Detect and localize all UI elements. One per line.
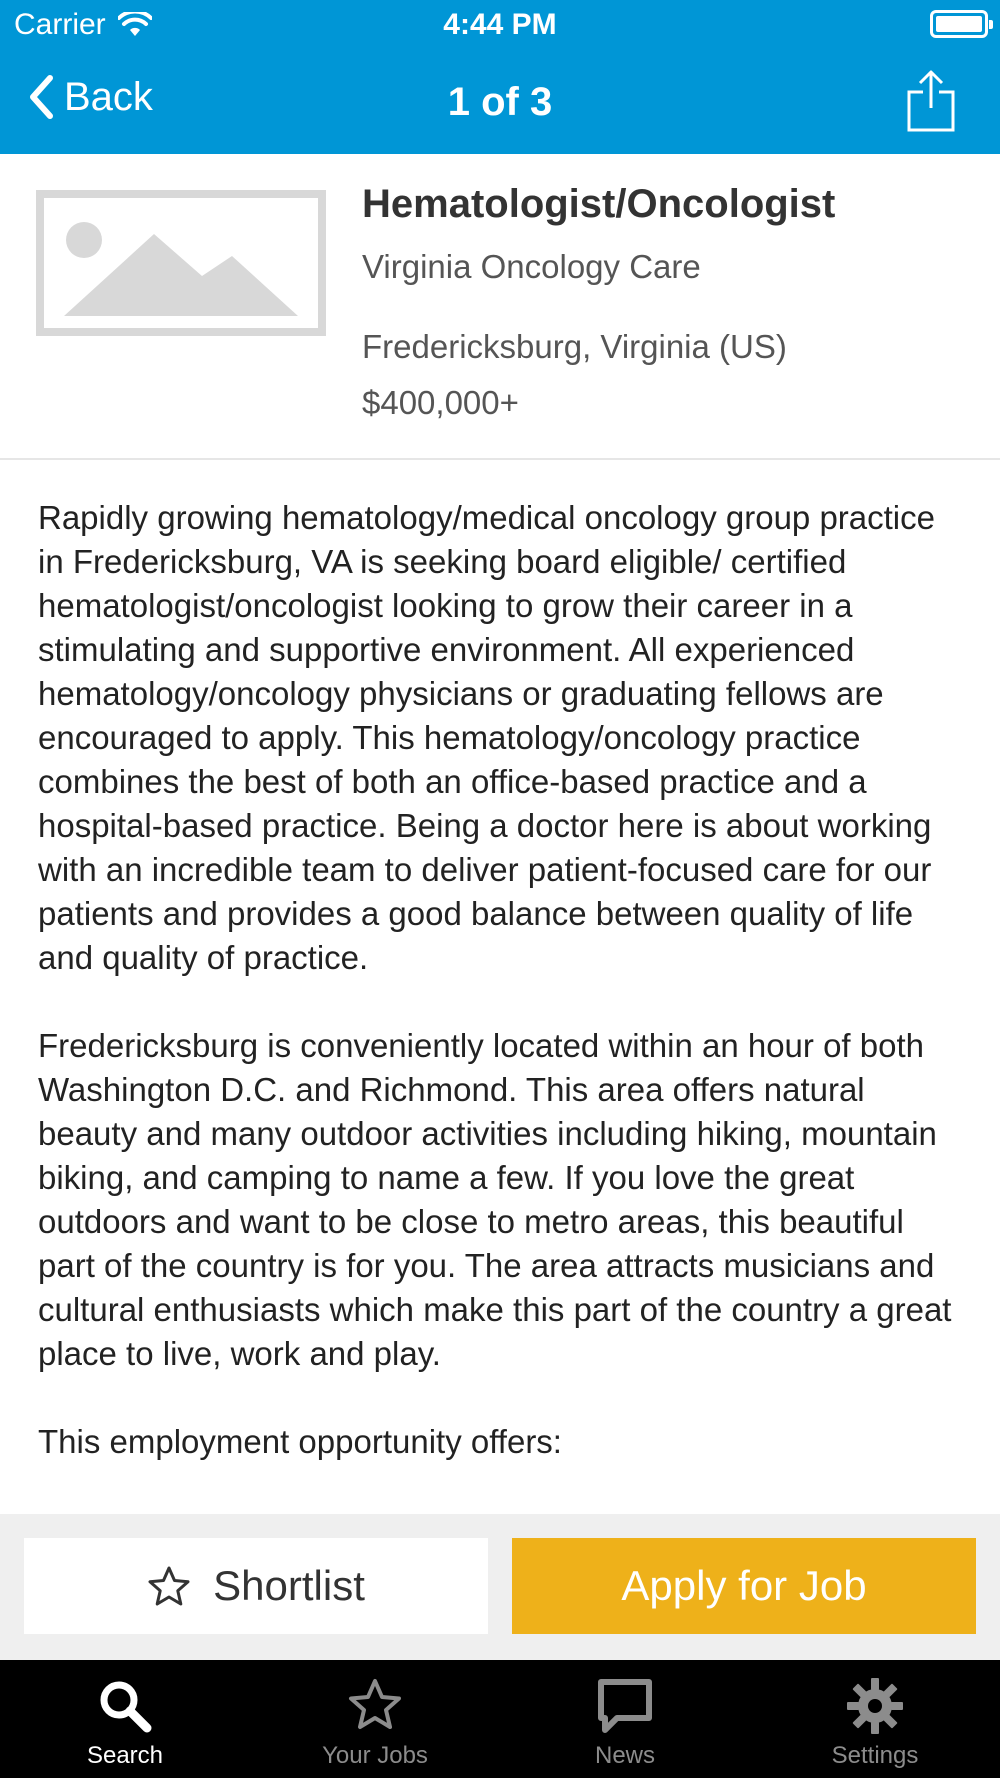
search-icon bbox=[95, 1676, 155, 1736]
job-salary: $400,000+ bbox=[362, 384, 519, 421]
description-paragraph: Fredericksburg is conveniently located within an hour of both Washington D.C. and Richmond. This area offers natural beauty and many outdoor activities including hiking, mountain biking, and camping to name a few. If you love the great outdoors and want to be close to metro areas, this beautiful part of the country is for you. The area attracts musicians and cultural enthusiasts which make this part of the country a great place to live, work and play. bbox=[38, 1027, 952, 1372]
battery-icon bbox=[930, 10, 988, 38]
header bbox=[0, 0, 1000, 154]
company-logo-placeholder bbox=[36, 190, 326, 336]
description-paragraph: Rapidly growing hematology/medical oncology group practice in Fredericksburg, VA is seeking board eligible/ certified hematologist/oncologist looking to grow their career in a stimulating and supportive environment. All experienced hematology/oncology physicians or graduating fellows are encouraged to apply. This hematology/oncology practice combines the best of both an office-based practice and a hospital-based practice. Being a doctor here is about working with an incredible team to deliver patient-focused care for our patients and provides a good balance between quality of life and quality of practice. bbox=[38, 499, 935, 976]
nav-bar bbox=[0, 50, 1000, 154]
shortlist-label: Shortlist bbox=[213, 1562, 365, 1609]
tab-label: News bbox=[594, 1742, 655, 1769]
image-placeholder-icon bbox=[44, 198, 318, 328]
company-name: Virginia Oncology Care bbox=[362, 248, 701, 285]
job-description[interactable] bbox=[38, 496, 968, 1512]
chat-bubble-icon bbox=[595, 1676, 655, 1736]
shortlist-button[interactable] bbox=[24, 1538, 488, 1634]
description-paragraph: This employment opportunity offers: bbox=[38, 1423, 562, 1460]
tab-bar bbox=[0, 1660, 1000, 1778]
apply-button[interactable] bbox=[512, 1538, 976, 1634]
job-header bbox=[0, 154, 1000, 460]
status-time: 4:44 PM bbox=[443, 8, 557, 41]
back-label: Back bbox=[64, 74, 153, 119]
action-bar bbox=[0, 1514, 1000, 1660]
job-location: Fredericksburg, Virginia (US) bbox=[362, 328, 787, 365]
share-icon[interactable] bbox=[906, 68, 956, 132]
tab-settings[interactable] bbox=[750, 1660, 1000, 1778]
tab-label: Settings bbox=[831, 1742, 919, 1769]
tab-label: Search bbox=[86, 1742, 164, 1769]
tab-search[interactable] bbox=[0, 1660, 250, 1778]
carrier-label: Carrier bbox=[14, 8, 106, 41]
tab-your-jobs[interactable] bbox=[250, 1660, 500, 1778]
apply-label: Apply for Job bbox=[621, 1562, 867, 1609]
tab-news[interactable] bbox=[500, 1660, 750, 1778]
job-title: Hematologist/Oncologist bbox=[362, 182, 836, 226]
tab-label: Your Jobs bbox=[322, 1742, 428, 1769]
status-bar bbox=[0, 0, 1000, 50]
gear-icon bbox=[845, 1676, 905, 1736]
star-outline-icon bbox=[147, 1565, 191, 1607]
star-icon bbox=[345, 1676, 405, 1736]
page-title: 1 of 3 bbox=[447, 80, 553, 124]
